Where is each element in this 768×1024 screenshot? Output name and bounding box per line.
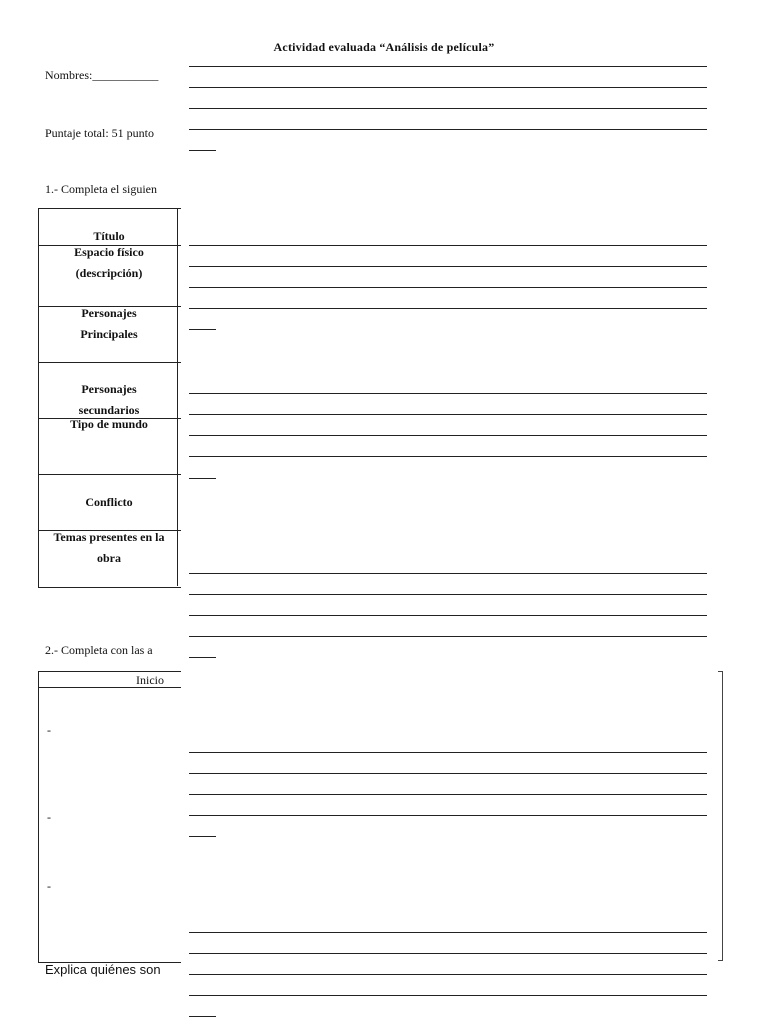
row-label-espacio: Espacio físico (descripción) bbox=[74, 245, 144, 280]
row-label-titulo: Título bbox=[93, 229, 125, 243]
puntaje-label: Puntaje total: 51 punto bbox=[45, 126, 154, 140]
table-row bbox=[39, 362, 181, 419]
table-row bbox=[39, 474, 181, 531]
answer-line bbox=[189, 287, 707, 288]
table-row bbox=[39, 418, 181, 475]
answer-line bbox=[189, 657, 216, 658]
answer-line bbox=[189, 1016, 216, 1017]
answer-line bbox=[189, 974, 707, 975]
left-content-column bbox=[0, 0, 181, 1024]
answer-line bbox=[189, 329, 216, 330]
answer-line bbox=[189, 478, 216, 479]
table2-corner-tick bbox=[718, 960, 723, 961]
answer-line bbox=[189, 266, 707, 267]
row-label-mundo: Tipo de mundo bbox=[70, 417, 148, 431]
answer-line bbox=[189, 414, 707, 415]
answer-line bbox=[189, 87, 707, 88]
answer-line bbox=[189, 456, 707, 457]
bullet-3: - bbox=[47, 879, 51, 893]
answer-line bbox=[189, 794, 707, 795]
answer-line bbox=[189, 815, 707, 816]
analysis-table bbox=[38, 208, 181, 588]
explica-label: Explica quiénes son bbox=[45, 962, 161, 977]
row-label-secundarios: Personajes secundarios bbox=[78, 382, 140, 417]
answer-line bbox=[189, 773, 707, 774]
inicio-header: Inicio bbox=[136, 673, 164, 687]
section1-intro: 1.- Completa el siguien bbox=[45, 182, 157, 196]
answer-line bbox=[189, 594, 707, 595]
table-row bbox=[39, 530, 181, 586]
answer-line bbox=[189, 995, 707, 996]
answer-line bbox=[189, 393, 707, 394]
row-label-conflicto: Conflicto bbox=[85, 495, 133, 509]
answer-line bbox=[189, 932, 707, 933]
row-label-temas: Temas presentes en la obra bbox=[53, 530, 165, 565]
document-title: Actividad evaluada “Análisis de película” bbox=[273, 40, 495, 54]
answer-line bbox=[189, 953, 707, 954]
answer-line bbox=[189, 66, 707, 67]
answer-line bbox=[189, 108, 707, 109]
bullet-2: - bbox=[47, 810, 51, 824]
table2-header-divider bbox=[38, 687, 181, 688]
answer-line bbox=[189, 129, 707, 130]
answer-line bbox=[189, 150, 216, 151]
answer-line bbox=[189, 573, 707, 574]
table2-corner-tick bbox=[718, 671, 723, 672]
answer-line bbox=[189, 435, 707, 436]
table2-right-border bbox=[722, 671, 723, 961]
table-row bbox=[39, 245, 181, 307]
section2-intro: 2.- Completa con las a bbox=[45, 643, 153, 657]
nombres-label: Nombres:___________ bbox=[45, 68, 159, 82]
table-row bbox=[39, 306, 181, 363]
table-row bbox=[39, 209, 181, 246]
story-structure-table bbox=[38, 671, 181, 963]
answer-line bbox=[189, 308, 707, 309]
answer-line bbox=[189, 752, 707, 753]
answer-line bbox=[189, 836, 216, 837]
row-label-principales: Personajes Principales bbox=[80, 306, 138, 341]
table1-column-divider bbox=[177, 208, 178, 586]
answer-line bbox=[189, 245, 707, 246]
answer-line bbox=[189, 615, 707, 616]
bullet-1: - bbox=[47, 723, 51, 737]
answer-line bbox=[189, 636, 707, 637]
